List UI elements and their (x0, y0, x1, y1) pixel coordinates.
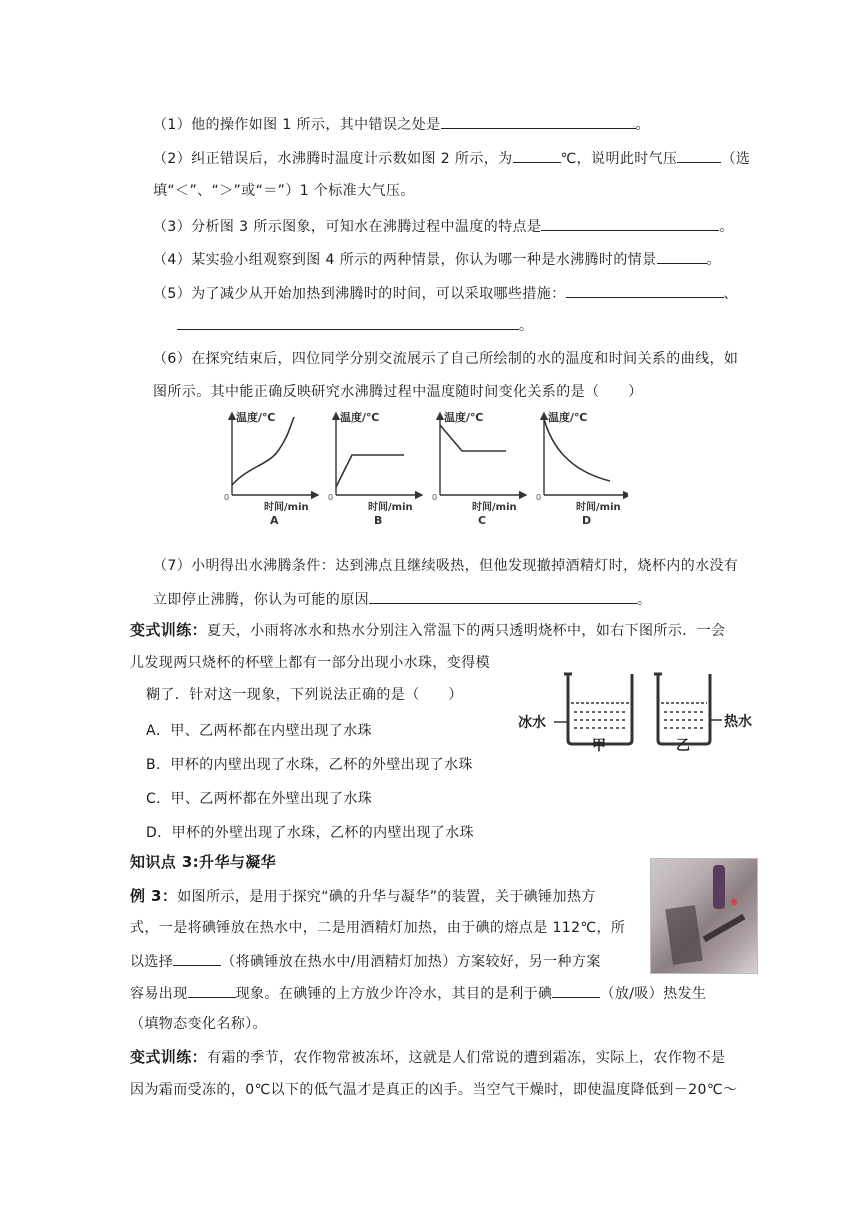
option-c[interactable]: C．甲、乙两杯都在外壁出现了水珠 (146, 791, 373, 807)
section-heading-knowledge-3: 知识点 3:升华与凝华 (130, 853, 277, 871)
origin-label: 0 (536, 493, 542, 502)
origin-label: 0 (328, 493, 334, 502)
question-6-cont: 图所示。其中能正确反映研究水沸腾过程中温度随时间变化关系的是（ ） (153, 384, 643, 400)
x-axis-label: 时间/min (576, 502, 621, 513)
x-axis-label: 时间/min (472, 502, 517, 513)
answer-blank[interactable] (657, 248, 707, 264)
question-3: （3）分析图 3 所示图象，可知水在沸腾过程中温度的特点是 。 (153, 215, 734, 237)
question-2: （2）纠正错误后，水沸腾时温度计示数如图 2 所示，为 ℃，说明此时气压 （选 (153, 147, 750, 169)
graph-letter: D (582, 514, 592, 527)
ice-water-label: 冰水 (518, 715, 546, 731)
graph-curve (440, 425, 506, 451)
example-3: 例 3：如图所示，是用于探究“碘的升华与凝华”的装置，关于碘锤加热方 (130, 887, 596, 905)
question-6: （6）在探究结束后，四位同学分别交流展示了自己所绘制的水的温度和时间关系的曲线，如 (153, 351, 739, 367)
graph-letter: C (478, 514, 487, 527)
variant-training-label: 变式训练： (130, 1048, 208, 1066)
variant-training-2: 变式训练：有霜的季节，农作物常被冻坏，这就是人们常说的遭到霜冻，实际上，农作物不是 (130, 1048, 726, 1066)
graph-a (224, 410, 318, 527)
question-7: （7）小明得出水沸腾条件：达到沸点且继续吸热，但他发现撤掉酒精灯时，烧杯内的水没有 (153, 558, 739, 574)
example-3-line4: 容易出现 现象。在碘锤的上方放少许冷水，其目的是利于碘 （放/吸）热发生 (130, 982, 706, 1004)
answer-blank[interactable] (677, 147, 721, 163)
variant-training-1-line2: 儿发现两只烧杯的杯壁上都有一部分出现小水珠，变得模 (130, 655, 490, 671)
answer-blank[interactable] (441, 113, 636, 129)
answer-blank[interactable] (513, 147, 561, 163)
question-7-cont: 立即停止沸腾，你认为可能的原因 。 (153, 588, 651, 610)
graph-b (328, 410, 422, 527)
x-axis-label: 时间/min (264, 502, 309, 513)
question-2-cont: 填“＜”、“＞”或“＝”）1 个标准大气压。 (153, 183, 415, 199)
answer-blank[interactable] (173, 950, 221, 966)
question-1-text: （1）他的操作如图 1 所示，其中错误之处是 (153, 117, 441, 133)
example-3-line2: 式，一是将碘锤放在热水中，二是用酒精灯加热，由于碘的熔点是 112℃，所 (130, 920, 626, 936)
example-label: 例 3： (130, 887, 178, 905)
question-4: （4）某实验小组观察到图 4 所示的两种情景，你认为哪一种是水沸腾时的情景 。 (153, 248, 721, 270)
question-5-cont: 。 (177, 314, 533, 336)
hot-water-label: 热水 (724, 714, 752, 730)
temperature-time-graphs (218, 407, 628, 529)
answer-blank[interactable] (188, 982, 236, 998)
graph-letter: A (270, 514, 279, 527)
variant-training-2-line2: 因为霜而受冻的，0℃以下的低气温才是真正的凶手。当空气干燥时，即使温度降低到－20℃～ (130, 1082, 738, 1098)
example-3-line5: （填物态变化名称）。 (130, 1016, 267, 1032)
option-b[interactable]: B．甲杯的内壁出现了水珠，乙杯的外壁出现了水珠 (146, 757, 473, 773)
question-5: （5）为了减少从开始加热到沸腾时的时间，可以采取哪些措施： 、 (153, 282, 738, 304)
answer-blank[interactable] (566, 282, 724, 298)
graph-c (432, 410, 526, 527)
y-axis-label: 温度/℃ (340, 411, 380, 424)
graph-curve (336, 455, 404, 487)
origin-label: 0 (432, 493, 438, 502)
y-axis-label: 温度/℃ (548, 411, 588, 424)
answer-blank[interactable] (177, 314, 519, 330)
origin-label: 0 (224, 493, 230, 502)
graph-d (536, 410, 628, 527)
y-axis-label: 温度/℃ (236, 411, 276, 424)
question-1: （1）他的操作如图 1 所示，其中错误之处是 。 (153, 113, 650, 135)
graph-curve (544, 419, 610, 481)
graph-curve (232, 417, 294, 485)
beaker-yi (654, 674, 722, 744)
answer-blank[interactable] (552, 982, 600, 998)
variant-training-1: 变式训练：夏天，小雨将冰水和热水分别注入常温下的两只透明烧杯中，如右下图所示．一会 (130, 621, 726, 639)
answer-blank[interactable] (369, 588, 637, 604)
x-axis-label: 时间/min (368, 502, 413, 513)
graph-letter: B (374, 514, 383, 527)
variant-training-label: 变式训练： (130, 621, 208, 639)
iodine-hammer-photo (650, 858, 758, 974)
cup-jia-label: 甲 (592, 738, 606, 754)
answer-blank[interactable] (541, 215, 719, 231)
beakers-figure (516, 670, 766, 760)
option-d[interactable]: D．甲杯的外壁出现了水珠，乙杯的内壁出现了水珠 (146, 825, 474, 841)
variant-training-1-line3: 糊了．针对这一现象，下列说法正确的是（ ） (146, 687, 463, 703)
beaker-jia (554, 674, 632, 744)
cup-yi-label: 乙 (676, 738, 690, 754)
option-a[interactable]: A．甲、乙两杯都在内壁出现了水珠 (146, 723, 372, 739)
example-3-line3: 以选择 （将碘锤放在热水中/用酒精灯加热）方案较好，另一种方案 (130, 950, 601, 972)
y-axis-label: 温度/℃ (444, 411, 484, 424)
